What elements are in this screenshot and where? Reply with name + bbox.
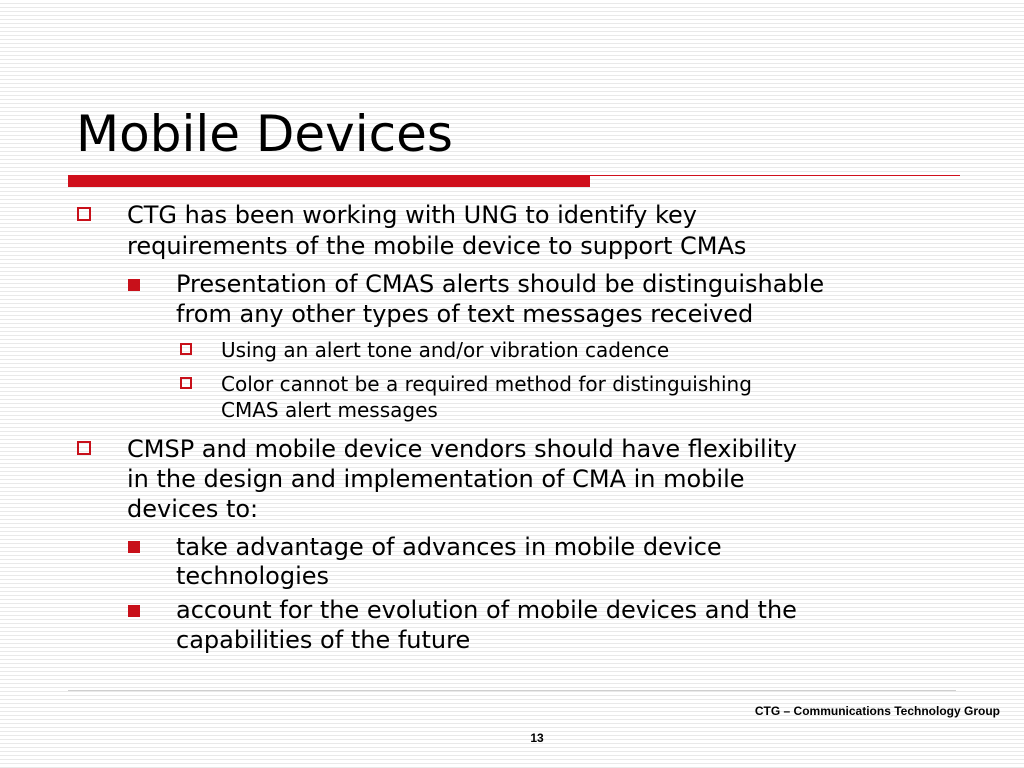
hollow-square-bullet-icon (180, 377, 192, 389)
bullet-text-line: CTG has been working with UNG to identify key (127, 201, 697, 229)
footer-organization: CTG – Communications Technology Group (754, 704, 1000, 718)
bullet-text-line: take advantage of advances in mobile device (176, 533, 722, 561)
bullet-text-line: capabilities of the future (176, 626, 471, 654)
bullet-text-line: CMAS alert messages (221, 398, 438, 422)
bullet-text-line: technologies (176, 562, 329, 590)
bullet-text-line: Color cannot be a required method for distinguishing (221, 372, 752, 396)
filled-square-bullet-icon (128, 279, 140, 291)
hollow-square-bullet-icon (77, 441, 91, 455)
page-number: 13 (530, 731, 544, 745)
bullet-text-line: requirements of the mobile device to support CMAs (127, 232, 747, 260)
hollow-square-bullet-icon (77, 207, 91, 221)
bullet-text-line: Presentation of CMAS alerts should be distinguishable (176, 270, 825, 298)
bullet-text-line: in the design and implementation of CMA in mobile (127, 465, 745, 493)
footer-divider (68, 690, 956, 691)
bullet-text-line: from any other types of text messages received (176, 300, 754, 328)
bullet-text-line: CMSP and mobile device vendors should have flexibility (127, 435, 798, 463)
hollow-square-bullet-icon (180, 343, 192, 355)
bullet-text-line: account for the evolution of mobile devices and the (176, 596, 797, 624)
slide-title: Mobile Devices (76, 105, 453, 163)
filled-square-bullet-icon (128, 541, 140, 553)
filled-square-bullet-icon (128, 605, 140, 617)
bullet-text-line: devices to: (127, 495, 259, 523)
bullet-text-line: Using an alert tone and/or vibration cadence (221, 338, 670, 362)
